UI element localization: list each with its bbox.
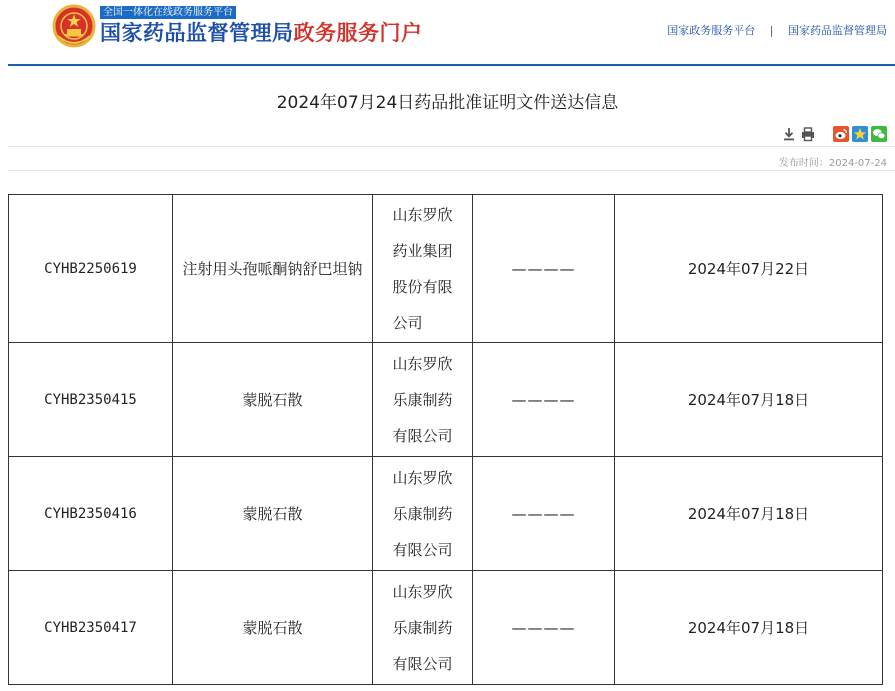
blank-field: ———— bbox=[473, 457, 615, 571]
drug-name: 蒙脱石散 bbox=[173, 571, 373, 685]
company-name-cell bbox=[373, 571, 473, 685]
approval-number: CYHB2350417 bbox=[9, 571, 173, 685]
publish-time: 发布时间：2024-07-24 bbox=[778, 158, 887, 169]
drug-name: 蒙脱石散 bbox=[173, 457, 373, 571]
site-header bbox=[0, 0, 895, 64]
site-title[interactable] bbox=[100, 20, 423, 46]
company-name: 山东罗欣乐康制药有限公司 bbox=[392, 354, 453, 445]
company-name-cell bbox=[373, 195, 473, 343]
weibo-share-icon[interactable] bbox=[833, 126, 849, 142]
blank-field: ———— bbox=[473, 195, 615, 343]
approval-number: CYHB2350415 bbox=[9, 343, 173, 457]
delivery-date: 2024年07月22日 bbox=[615, 195, 883, 343]
delivery-date: 2024年07月18日 bbox=[615, 571, 883, 685]
wechat-share-icon[interactable] bbox=[871, 126, 887, 142]
company-name-cell bbox=[373, 343, 473, 457]
delivery-date: 2024年07月18日 bbox=[615, 457, 883, 571]
approval-number: CYHB2350416 bbox=[9, 457, 173, 571]
table-row bbox=[9, 343, 883, 457]
site-title-agency: 国家药品监督管理局 bbox=[100, 21, 294, 45]
table-row bbox=[9, 457, 883, 571]
site-title-portal: 政务服务门户 bbox=[293, 21, 423, 45]
approval-table bbox=[8, 194, 883, 685]
drug-name: 蒙脱石散 bbox=[173, 343, 373, 457]
portal-tag[interactable]: 全国一体化在线政务服务平台 bbox=[100, 6, 236, 19]
blank-field: ———— bbox=[473, 343, 615, 457]
drug-name: 注射用头孢哌酮钠舒巴坦钠 bbox=[173, 195, 373, 343]
company-name: 山东罗欣乐康制药有限公司 bbox=[392, 468, 453, 559]
national-emblem-icon bbox=[52, 4, 96, 48]
table-row bbox=[9, 571, 883, 685]
link-national-gov-service[interactable]: 国家政务服务平台 bbox=[667, 24, 756, 37]
link-nmpa[interactable]: 国家药品监督管理局 bbox=[788, 24, 887, 37]
delivery-date: 2024年07月18日 bbox=[615, 343, 883, 457]
approval-number: CYHB2250619 bbox=[9, 195, 173, 343]
qzone-share-icon[interactable] bbox=[852, 126, 868, 142]
print-icon[interactable] bbox=[800, 126, 816, 142]
company-name: 山东罗欣乐康制药有限公司 bbox=[392, 582, 453, 673]
download-icon[interactable] bbox=[781, 126, 797, 142]
table-row bbox=[9, 195, 883, 343]
company-name-cell bbox=[373, 457, 473, 571]
article-toolbar bbox=[778, 125, 887, 143]
page-title: 2024年07月24日药品批准证明文件送达信息 bbox=[276, 93, 619, 113]
link-separator: | bbox=[769, 24, 774, 37]
header-divider bbox=[8, 64, 895, 66]
top-links bbox=[667, 22, 887, 38]
blank-field: ———— bbox=[473, 571, 615, 685]
publish-divider bbox=[8, 170, 895, 171]
toolbar-divider bbox=[8, 146, 895, 147]
company-name: 山东罗欣药业集团股份有限公司 bbox=[392, 205, 453, 332]
